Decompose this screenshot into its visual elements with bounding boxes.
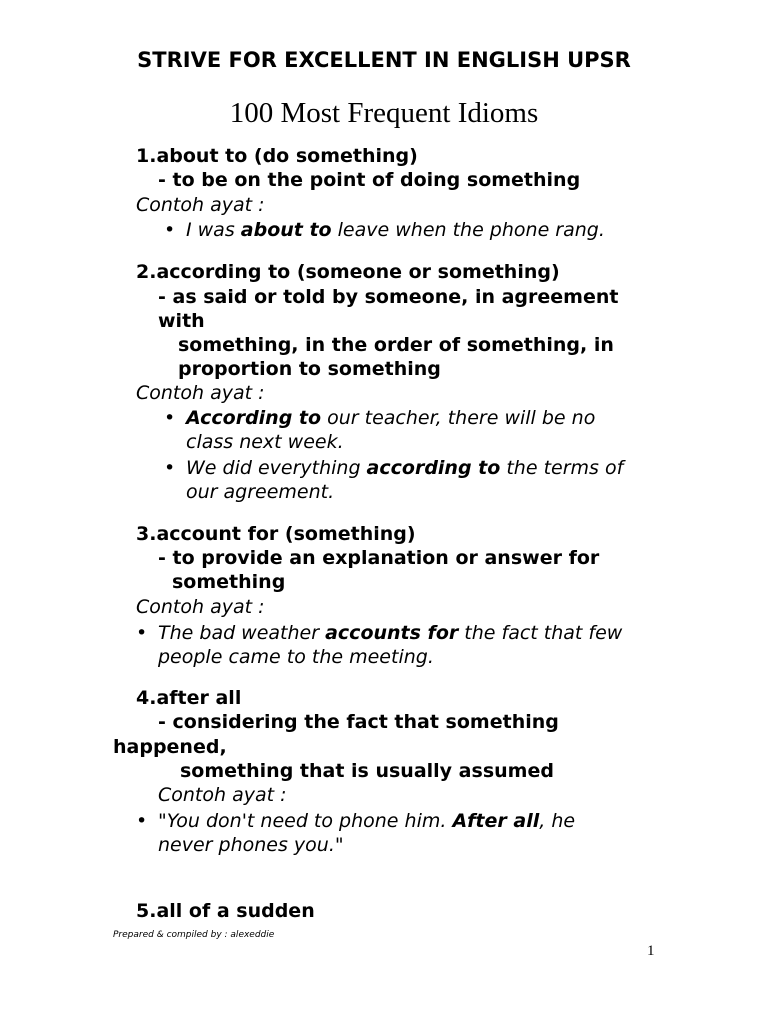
example-sentence: • According to our teacher, there will be no <box>186 406 595 430</box>
idiom-heading: 4.after all <box>136 687 242 709</box>
idiom-heading: 3.account for (something) <box>136 523 416 545</box>
idiom-meaning: - to provide an explanation or answer for <box>158 547 600 569</box>
idiom-meaning: proportion to something <box>178 358 441 380</box>
document-title: STRIVE FOR EXCELLENT IN ENGLISH UPSR <box>137 48 631 72</box>
document-subtitle: 100 Most Frequent Idioms <box>229 97 539 129</box>
idiom-meaning: something <box>172 571 286 593</box>
idiom-heading: 5.all of a sudden <box>136 900 315 922</box>
idiom-meaning: - as said or told by someone, in agreement <box>158 286 619 308</box>
example-sentence: • I was about to leave when the phone rang. <box>186 218 605 242</box>
example-label: Contoh ayat : <box>136 596 265 618</box>
example-sentence-continued: our agreement. <box>186 481 335 503</box>
example-label: Contoh ayat : <box>136 194 265 216</box>
example-sentence-continued: never phones you." <box>158 834 344 856</box>
idiom-heading: 1.about to (do something) <box>136 145 418 167</box>
example-label: Contoh ayat : <box>158 784 287 806</box>
example-sentence: • We did everything according to the terms of <box>186 456 623 480</box>
example-sentence-continued: class next week. <box>186 431 344 453</box>
idiom-meaning: something that is usually assumed <box>180 760 554 782</box>
page-number: 1 <box>647 943 655 959</box>
example-sentence: • The bad weather accounts for the fact that few <box>158 621 622 645</box>
example-label: Contoh ayat : <box>136 382 265 404</box>
idiom-heading: 2.according to (someone or something) <box>136 261 560 283</box>
idiom-meaning: with <box>158 310 205 332</box>
idiom-meaning: - considering the fact that something <box>158 711 559 733</box>
idiom-meaning: something, in the order of something, in <box>178 334 614 356</box>
example-sentence: • "You don't need to phone him. After all, he <box>158 809 575 833</box>
idiom-meaning: happened, <box>113 736 227 758</box>
footer-credit: Prepared & compiled by : alexeddie <box>113 930 275 940</box>
example-sentence-continued: people came to the meeting. <box>158 646 434 668</box>
idiom-meaning: - to be on the point of doing something <box>158 169 581 191</box>
